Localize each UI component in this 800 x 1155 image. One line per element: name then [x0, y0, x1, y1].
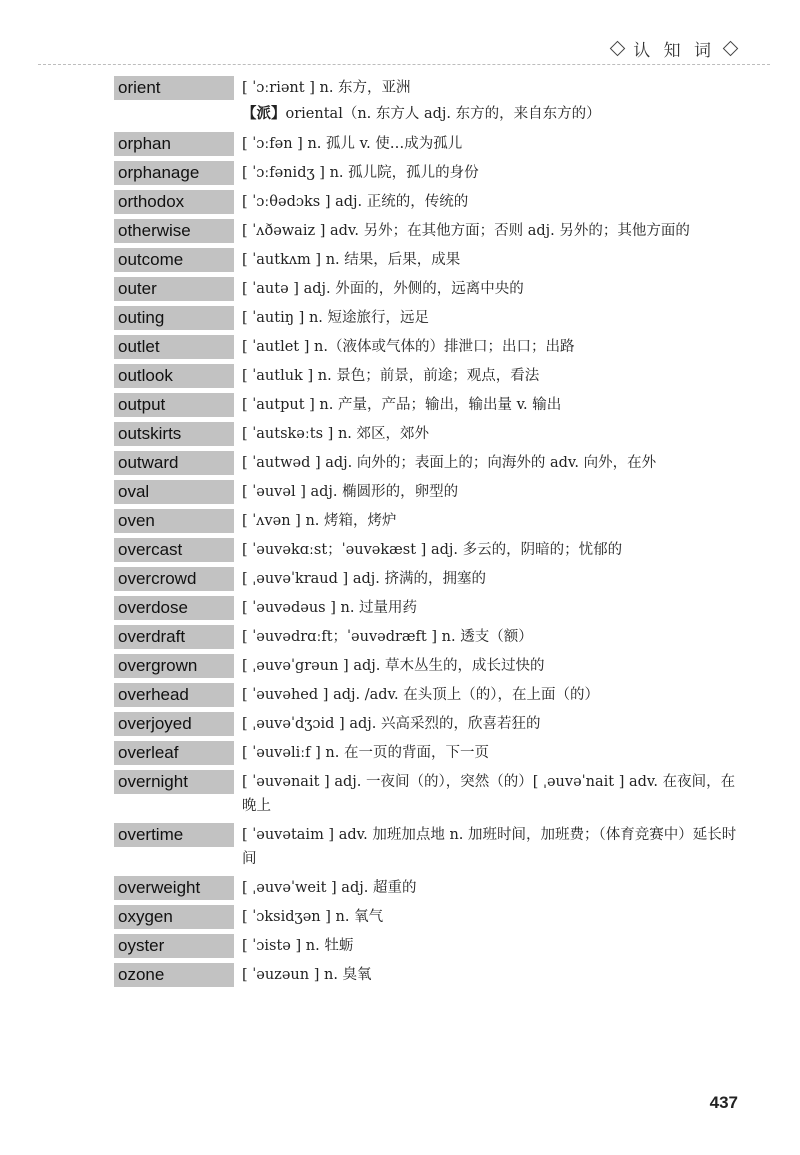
pronunciation: [ ˈɔːθədɔks ]: [242, 194, 331, 210]
pronunciation: [ ˈʌvən ]: [242, 513, 301, 529]
headword: oxygen: [114, 905, 234, 929]
headword: orphan: [114, 132, 234, 156]
definition: [234, 132, 744, 156]
list-item: [114, 963, 744, 987]
definition: [234, 934, 744, 958]
meaning: n.（液体或气体的）排泄口；出口；出路: [314, 339, 575, 355]
headword: overweight: [114, 876, 234, 900]
headword: oven: [114, 509, 234, 533]
definition: [234, 596, 744, 620]
derived-text: oriental（n. 东方人 adj. 东方的，来自东方的）: [285, 106, 601, 122]
definition: [234, 480, 744, 504]
pronunciation: [ ˈautput ]: [242, 397, 315, 413]
pronunciation: [ ˈautluk ]: [242, 368, 313, 384]
pronunciation: [ ˈəuvəl ]: [242, 484, 306, 500]
list-item: [114, 480, 744, 504]
list-item: [114, 335, 744, 359]
diamond-icon: [723, 41, 739, 57]
meaning: adj. 兴高采烈的，欣喜若狂的: [349, 716, 541, 732]
page-header: [606, 36, 742, 61]
headword: output: [114, 393, 234, 417]
headword: orthodox: [114, 190, 234, 214]
headword: outcome: [114, 248, 234, 272]
pronunciation: [ ˈəuvədəus ]: [242, 600, 336, 616]
definition: [234, 393, 744, 417]
list-item: [114, 219, 744, 243]
headword: outer: [114, 277, 234, 301]
meaning: n. 臭氧: [323, 967, 372, 983]
meaning: adj. 一夜间（的），突然（的）[ ˌəuvəˈnait ] adv. 在夜间，在晚上: [242, 774, 736, 814]
definition: [234, 335, 744, 359]
meaning: n. 烤箱，烤炉: [305, 513, 397, 529]
list-item: [114, 393, 744, 417]
list-item: [114, 654, 744, 678]
definition: [234, 277, 744, 301]
pronunciation: [ ˌəuvəˈgrəun ]: [242, 658, 349, 674]
headword: overgrown: [114, 654, 234, 678]
pronunciation: [ ˈʌðəwaiz ]: [242, 223, 325, 239]
definition: [234, 451, 744, 475]
list-item: [114, 306, 744, 330]
list-item: [114, 132, 744, 156]
pronunciation: [ ˈautə ]: [242, 281, 299, 297]
meaning: n. 氧气: [335, 909, 384, 925]
meaning: adj. 椭圆形的，卵型的: [310, 484, 459, 500]
headword: outlet: [114, 335, 234, 359]
list-item: [114, 876, 744, 900]
meaning: adv. 另外；在其他方面；否则 adj. 另外的；其他方面的: [330, 223, 690, 239]
list-item: [114, 712, 744, 736]
pronunciation: [ ˌəuvəˈdʒɔid ]: [242, 716, 345, 732]
headword: overhead: [114, 683, 234, 707]
meaning: n. 东方，亚洲: [319, 80, 411, 96]
list-item: [114, 422, 744, 446]
headword: otherwise: [114, 219, 234, 243]
definition: [234, 905, 744, 929]
definition: [234, 963, 744, 987]
diamond-icon: [610, 41, 626, 57]
pronunciation: [ ˈəuvədrɑːft；ˈəuvədræft ]: [242, 629, 437, 645]
headword: overdraft: [114, 625, 234, 649]
headword: ozone: [114, 963, 234, 987]
meaning: n. 产量，产品；输出，输出量 v. 输出: [319, 397, 562, 413]
pronunciation: [ ˈɔistə ]: [242, 938, 301, 954]
definition: [234, 567, 744, 591]
pronunciation: [ ˈəuvəhed ]: [242, 687, 328, 703]
list-item: [114, 76, 744, 100]
pronunciation: [ ˈautlet ]: [242, 339, 309, 355]
meaning: adj. 超重的: [341, 880, 417, 896]
meaning: n. 牡蛎: [305, 938, 354, 954]
vocabulary-list: [114, 76, 744, 992]
list-item: [114, 509, 744, 533]
pronunciation: [ ˌəuvəˈweit ]: [242, 880, 337, 896]
list-item: [114, 625, 744, 649]
headword: orphanage: [114, 161, 234, 185]
derived-tag: 【派】: [242, 105, 286, 122]
meaning: adj. /adv. 在头顶上（的），在上面（的）: [333, 687, 599, 703]
pronunciation: [ ˈɔksidʒən ]: [242, 909, 331, 925]
definition: [234, 306, 744, 330]
headword: overleaf: [114, 741, 234, 765]
definition: [234, 625, 744, 649]
list-item: [114, 451, 744, 475]
list-item: [114, 538, 744, 562]
headword: oyster: [114, 934, 234, 958]
page-number: 437: [709, 1093, 738, 1112]
meaning: n. 景色；前景，前途；观点，看法: [317, 368, 540, 384]
meaning: adj. 外面的，外侧的，远离中央的: [303, 281, 524, 297]
meaning: n. 孤儿院，孤儿的身份: [329, 165, 479, 181]
meaning: n. 孤儿 v. 使…成为孤儿: [307, 136, 463, 152]
headword: overdose: [114, 596, 234, 620]
list-item: [114, 277, 744, 301]
definition: [234, 654, 744, 678]
pronunciation: [ ˈɔːriənt ]: [242, 80, 315, 96]
definition: [234, 538, 744, 562]
headword: overtime: [114, 823, 234, 847]
definition: [234, 770, 744, 818]
meaning: adj. 多云的，阴暗的；忧郁的: [430, 542, 623, 558]
list-item: [114, 905, 744, 929]
list-item: [114, 741, 744, 765]
definition: [234, 248, 744, 272]
pronunciation: [ ˈɔːfənidʒ ]: [242, 165, 325, 181]
meaning: n. 在一页的背面，下一页: [325, 745, 489, 761]
definition: [234, 712, 744, 736]
list-item: [114, 770, 744, 818]
pronunciation: [ ˈəuvətaim ]: [242, 827, 334, 843]
pronunciation: [ ˈɔːfən ]: [242, 136, 303, 152]
meaning: adj. 正统的，传统的: [335, 194, 469, 210]
pronunciation: [ ˈəuzəun ]: [242, 967, 319, 983]
headword: outward: [114, 451, 234, 475]
derived-form: [114, 102, 744, 126]
headword: overnight: [114, 770, 234, 794]
definition: [234, 422, 744, 446]
pronunciation: [ ˈautiŋ ]: [242, 310, 304, 326]
headword: overcast: [114, 538, 234, 562]
list-item: [114, 364, 744, 388]
definition: [234, 876, 744, 900]
headword: oval: [114, 480, 234, 504]
meaning: adj. 挤满的，拥塞的: [352, 571, 486, 587]
definition: [234, 161, 744, 185]
list-item: [114, 161, 744, 185]
definition: [234, 364, 744, 388]
headword: overcrowd: [114, 567, 234, 591]
list-item: [114, 248, 744, 272]
meaning: n. 郊区，郊外: [337, 426, 429, 442]
pronunciation: [ ˈautwəd ]: [242, 455, 321, 471]
headword: orient: [114, 76, 234, 100]
headword: overjoyed: [114, 712, 234, 736]
definition: [234, 509, 744, 533]
headword: outing: [114, 306, 234, 330]
pronunciation: [ ˈəuvənait ]: [242, 774, 330, 790]
header-divider: [38, 64, 770, 65]
definition: [234, 76, 744, 100]
pronunciation: [ ˈautkʌm ]: [242, 252, 321, 268]
definition: [234, 683, 744, 707]
meaning: adv. 加班加点地 n. 加班时间，加班费；（体育竞赛中）延长时间: [242, 827, 737, 867]
meaning: n. 透支（额）: [441, 629, 533, 645]
pronunciation: [ ˈəuvəliːf ]: [242, 745, 321, 761]
list-item: [114, 596, 744, 620]
definition: [234, 741, 744, 765]
list-item: [114, 683, 744, 707]
definition: [234, 219, 744, 243]
list-item: [114, 823, 744, 871]
list-item: [114, 190, 744, 214]
meaning: n. 过量用药: [340, 600, 418, 616]
definition: [234, 190, 744, 214]
meaning: adj. 向外的；表面上的；向海外的 adv. 向外，在外: [325, 455, 657, 471]
list-item: [114, 567, 744, 591]
pronunciation: [ ˌəuvəˈkraud ]: [242, 571, 348, 587]
headword: outskirts: [114, 422, 234, 446]
pronunciation: [ ˈəuvəkɑːst；ˈəuvəkæst ]: [242, 542, 426, 558]
headword: outlook: [114, 364, 234, 388]
section-title: 认 知 词: [633, 41, 715, 61]
meaning: n. 结果，后果，成果: [325, 252, 461, 268]
list-item: [114, 934, 744, 958]
meaning: adj. 草木丛生的，成长过快的: [353, 658, 545, 674]
pronunciation: [ ˈautskəːts ]: [242, 426, 333, 442]
definition: [234, 823, 744, 871]
meaning: n. 短途旅行，远足: [308, 310, 430, 326]
